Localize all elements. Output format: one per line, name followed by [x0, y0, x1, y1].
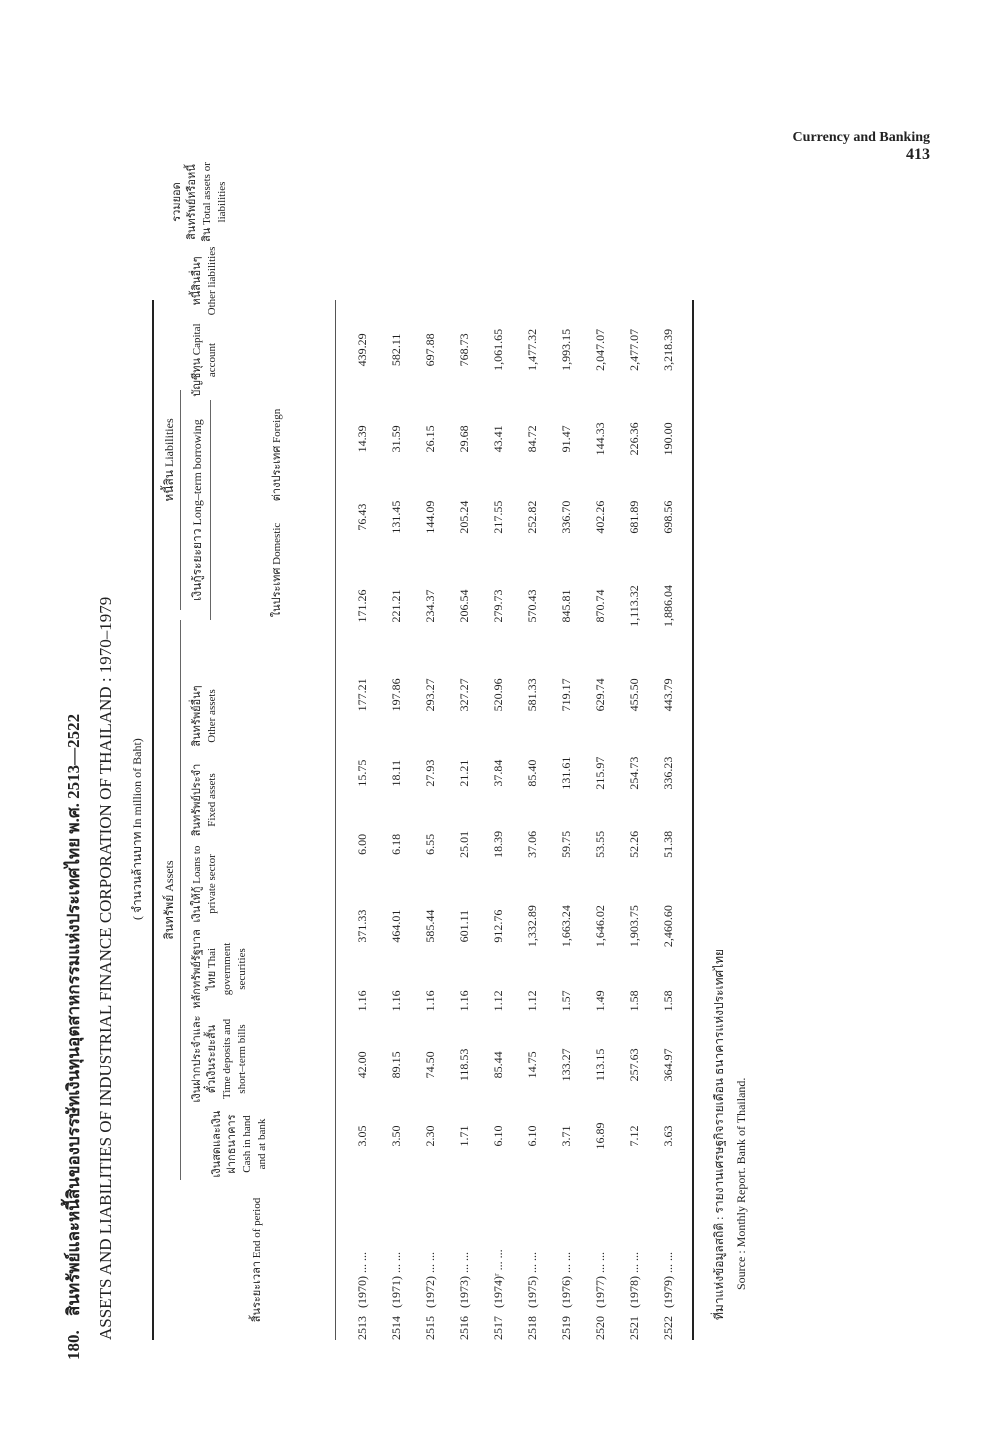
table-row [651, 300, 685, 1340]
data-table [345, 300, 685, 1340]
cell-value: 1.49 [592, 990, 607, 1012]
cell-value: 37.06 [524, 830, 539, 858]
cell-value: 520.96 [490, 678, 505, 712]
cell-value: 870.74 [592, 589, 607, 623]
col-header-foreign: ต่างประเทศ Foreign [271, 408, 283, 502]
cell-value: 18.11 [388, 759, 403, 787]
cell-value: 3.71 [558, 1125, 573, 1147]
cell-value: 3,218.39 [660, 328, 675, 371]
cell-value: 197.86 [388, 678, 403, 712]
cell-value: 16.89 [592, 1122, 607, 1150]
cell-value: 570.43 [524, 589, 539, 623]
cell-value: 697.88 [422, 333, 437, 367]
table-row [379, 300, 413, 1340]
cell-year-be: 2518 [524, 1316, 539, 1340]
cell-value: 234.37 [422, 589, 437, 623]
cell-year-be: 2519 [558, 1316, 573, 1340]
cell-value: 85.40 [524, 759, 539, 787]
cell-value: 2,460.60 [660, 905, 675, 948]
cell-value: 6.18 [388, 833, 403, 855]
table-title-thai [60, 714, 87, 1360]
cell-value: 279.73 [490, 589, 505, 623]
cell-value: 6.55 [422, 833, 437, 855]
cell-value: 293.27 [422, 678, 437, 712]
cell-value: 1,993.15 [558, 328, 573, 371]
table-unit: ( จำนวนล้านบาท In million of Baht) [130, 738, 144, 920]
cell-value: 464.01 [388, 909, 403, 943]
cell-value: 84.72 [524, 425, 539, 453]
col-header-total: รวมยอดสินทรัพย์หรือหนี้สิน Total assets or liabilities [171, 162, 228, 242]
cell-value: 53.55 [592, 830, 607, 858]
cell-year-be: 2522 [660, 1316, 675, 1340]
cell-value: 113.15 [592, 1048, 607, 1082]
cell-value: 14.75 [524, 1051, 539, 1079]
cell-year-be: 2516 [456, 1316, 471, 1340]
cell-value: 217.55 [490, 500, 505, 534]
cell-value: 85.44 [490, 1051, 505, 1079]
longterm-underline [210, 400, 211, 620]
table-row [447, 300, 481, 1340]
cell-value: 6.10 [490, 1125, 505, 1147]
cell-value: 91.47 [558, 425, 573, 453]
cell-value: 131.61 [558, 756, 573, 790]
cell-year-be: 2517 [490, 1316, 505, 1340]
cell-value: 2.30 [422, 1125, 437, 1147]
title-thai-text: สินทรัพย์และหนี้สินของบรรษัทเงินทุนอุตสาหกรรมแห่งประเทศไทย พ.ศ. 2513—2522 [64, 713, 83, 1316]
cell-value: 1,886.04 [660, 585, 675, 627]
cell-value: 37.84 [490, 759, 505, 787]
col-header-capital: บัญชีทุน Capital account [191, 323, 218, 397]
cell-value: 1.12 [524, 990, 539, 1012]
cell-year-ce: (1974)ʳ ... ... [490, 1249, 505, 1308]
rotated-table-page [60, 160, 930, 1360]
cell-value: 51.38 [660, 830, 675, 858]
header-bottom-rule [335, 300, 336, 1340]
cell-year-be: 2520 [592, 1316, 607, 1340]
cell-value: 206.54 [456, 589, 471, 623]
table-title-english: ASSETS AND LIABILITIES OF INDUSTRIAL FINANCE CORPORATION OF THAILAND : 1970–1979 [96, 596, 115, 1340]
cell-value: 27.93 [422, 759, 437, 787]
cell-value: 3.50 [388, 1125, 403, 1147]
cell-value: 364.97 [660, 1048, 675, 1082]
cell-value: 912.76 [490, 909, 505, 943]
table-row [413, 300, 447, 1340]
cell-value: 402.26 [592, 500, 607, 534]
cell-value: 7.12 [626, 1125, 641, 1147]
cell-value: 681.89 [626, 500, 641, 534]
cell-value: 252.82 [524, 500, 539, 534]
liabilities-underline [180, 390, 181, 610]
cell-value: 254.73 [626, 756, 641, 790]
cell-value: 15.75 [354, 759, 369, 787]
cell-value: 144.33 [592, 422, 607, 456]
source-note-thai: ที่มาแห่งข้อมูลสถิติ : รายงานเศรษฐกิจรายเดือน ธนาคารแห่งประเทศไทย [712, 948, 726, 1320]
cell-value: 42.00 [354, 1051, 369, 1079]
cell-value: 257.63 [626, 1048, 641, 1082]
cell-value: 74.50 [422, 1051, 437, 1079]
cell-value: 1.16 [388, 990, 403, 1012]
cell-year-ce: (1978) ... ... [626, 1252, 641, 1308]
cell-value: 118.53 [456, 1048, 471, 1082]
cell-value: 327.27 [456, 678, 471, 712]
cell-value: 205.24 [456, 500, 471, 534]
page-header [793, 130, 930, 164]
cell-value: 1.16 [354, 990, 369, 1012]
cell-value: 371.33 [354, 909, 369, 943]
cell-value: 1,646.02 [592, 905, 607, 948]
cell-value: 29.68 [456, 425, 471, 453]
cell-value: 455.50 [626, 678, 641, 712]
cell-value: 845.81 [558, 589, 573, 623]
cell-value: 1.57 [558, 990, 573, 1012]
cell-year-ce: (1971) ... ... [388, 1252, 403, 1308]
cell-value: 89.15 [388, 1051, 403, 1079]
section-title: Currency and Banking [792, 130, 930, 145]
col-header-other-liabilities: หนี้สินอื่นๆ Other liabilities [191, 246, 218, 316]
cell-value: 226.36 [626, 422, 641, 456]
cell-year-ce: (1977) ... ... [592, 1252, 607, 1308]
table-row [515, 300, 549, 1340]
table-row [617, 300, 651, 1340]
cell-value: 1.16 [422, 990, 437, 1012]
cell-year-be: 2514 [388, 1316, 403, 1340]
cell-value: 601.11 [456, 909, 471, 943]
col-header-loans: เงินให้กู้ Loans to private sector [191, 845, 218, 923]
cell-value: 336.23 [660, 756, 675, 790]
cell-value: 719.17 [558, 678, 573, 712]
cell-value: 18.39 [490, 830, 505, 858]
cell-value: 133.27 [558, 1048, 573, 1082]
cell-value: 3.63 [660, 1125, 675, 1147]
table-number: 180. [64, 1330, 83, 1360]
cell-value: 14.39 [354, 425, 369, 453]
cell-value: 190.00 [660, 422, 675, 456]
source-note-english: Source : Monthly Report. Bank of Thailand. [734, 1077, 748, 1290]
cell-year-ce: (1972) ... ... [422, 1252, 437, 1308]
cell-value: 43.41 [490, 425, 505, 453]
table-row [345, 300, 379, 1340]
cell-value: 131.45 [388, 500, 403, 534]
cell-value: 1.58 [626, 990, 641, 1012]
col-header-govt: หลักทรัพย์รัฐบาลไทย Thai government securities [191, 929, 248, 1009]
col-header-cash: เงินสดและเงินฝากธนาคาร Cash in hand and at bank [211, 1110, 268, 1178]
cell-value: 439.29 [354, 333, 369, 367]
cell-value: 1.16 [456, 990, 471, 1012]
cell-value: 1,332.89 [524, 905, 539, 948]
cell-year-be: 2515 [422, 1316, 437, 1340]
col-header-other-assets: สินทรัพย์อื่นๆ Other assets [191, 685, 218, 747]
cell-year-be: 2521 [626, 1316, 641, 1340]
group-header-liabilities: หนี้สิน Liabilities [162, 418, 176, 502]
cell-value: 171.26 [354, 589, 369, 623]
table-row [481, 300, 515, 1340]
cell-year-be: 2513 [354, 1316, 369, 1340]
assets-underline [180, 620, 181, 1180]
cell-value: 52.26 [626, 830, 641, 858]
cell-value: 26.15 [422, 425, 437, 453]
cell-value: 1.12 [490, 990, 505, 1012]
cell-value: 1,113.32 [626, 585, 641, 627]
cell-year-ce: (1973) ... ... [456, 1252, 471, 1308]
cell-value: 21.21 [456, 759, 471, 787]
cell-value: 585.44 [422, 909, 437, 943]
cell-value: 177.21 [354, 678, 369, 712]
cell-value: 215.97 [592, 756, 607, 790]
cell-value: 768.73 [456, 333, 471, 367]
cell-value: 698.56 [660, 500, 675, 534]
col-header-period: สิ้นระยะเวลา End of period [251, 1197, 263, 1323]
col-header-domestic: ในประเทศ Domestic [271, 522, 283, 618]
cell-value: 582.11 [388, 333, 403, 367]
cell-value: 1,663.24 [558, 905, 573, 948]
cell-value: 1,477.32 [524, 328, 539, 371]
cell-value: 59.75 [558, 830, 573, 858]
table-row [583, 300, 617, 1340]
cell-value: 1.58 [660, 990, 675, 1012]
cell-value: 144.09 [422, 500, 437, 534]
bottom-rule [692, 300, 694, 1340]
top-rule [152, 300, 154, 1340]
cell-value: 76.43 [354, 503, 369, 531]
cell-value: 31.59 [388, 425, 403, 453]
cell-value: 2,047.07 [592, 328, 607, 371]
cell-year-ce: (1975) ... ... [524, 1252, 539, 1308]
cell-value: 6.00 [354, 833, 369, 855]
cell-value: 6.10 [524, 1125, 539, 1147]
cell-value: 1.71 [456, 1125, 471, 1147]
col-header-fixed: สินทรัพย์ประจำ Fixed assets [191, 763, 218, 837]
cell-year-ce: (1970) ... ... [354, 1252, 369, 1308]
cell-value: 1,061.65 [490, 328, 505, 371]
cell-year-ce: (1979) ... ... [660, 1252, 675, 1308]
cell-value: 336.70 [558, 500, 573, 534]
table-row [549, 300, 583, 1340]
cell-value: 581.33 [524, 678, 539, 712]
cell-value: 1,903.75 [626, 905, 641, 948]
cell-value: 221.21 [388, 589, 403, 623]
group-header-assets: สินทรัพย์ Assets [162, 860, 176, 940]
cell-value: 2,477.07 [626, 328, 641, 371]
col-header-time: เงินฝากประจำและตั๋วเงินระยะสั้น Time deposits and short–term bills [191, 1015, 248, 1103]
cell-year-ce: (1976) ... ... [558, 1252, 573, 1308]
cell-value: 3.05 [354, 1125, 369, 1147]
group-header-longterm: เงินกู้ระยะยาว Long–term borrowing [190, 419, 204, 601]
page-number: 413 [906, 146, 930, 163]
cell-value: 629.74 [592, 678, 607, 712]
cell-value: 443.79 [660, 678, 675, 712]
cell-value: 25.01 [456, 830, 471, 858]
